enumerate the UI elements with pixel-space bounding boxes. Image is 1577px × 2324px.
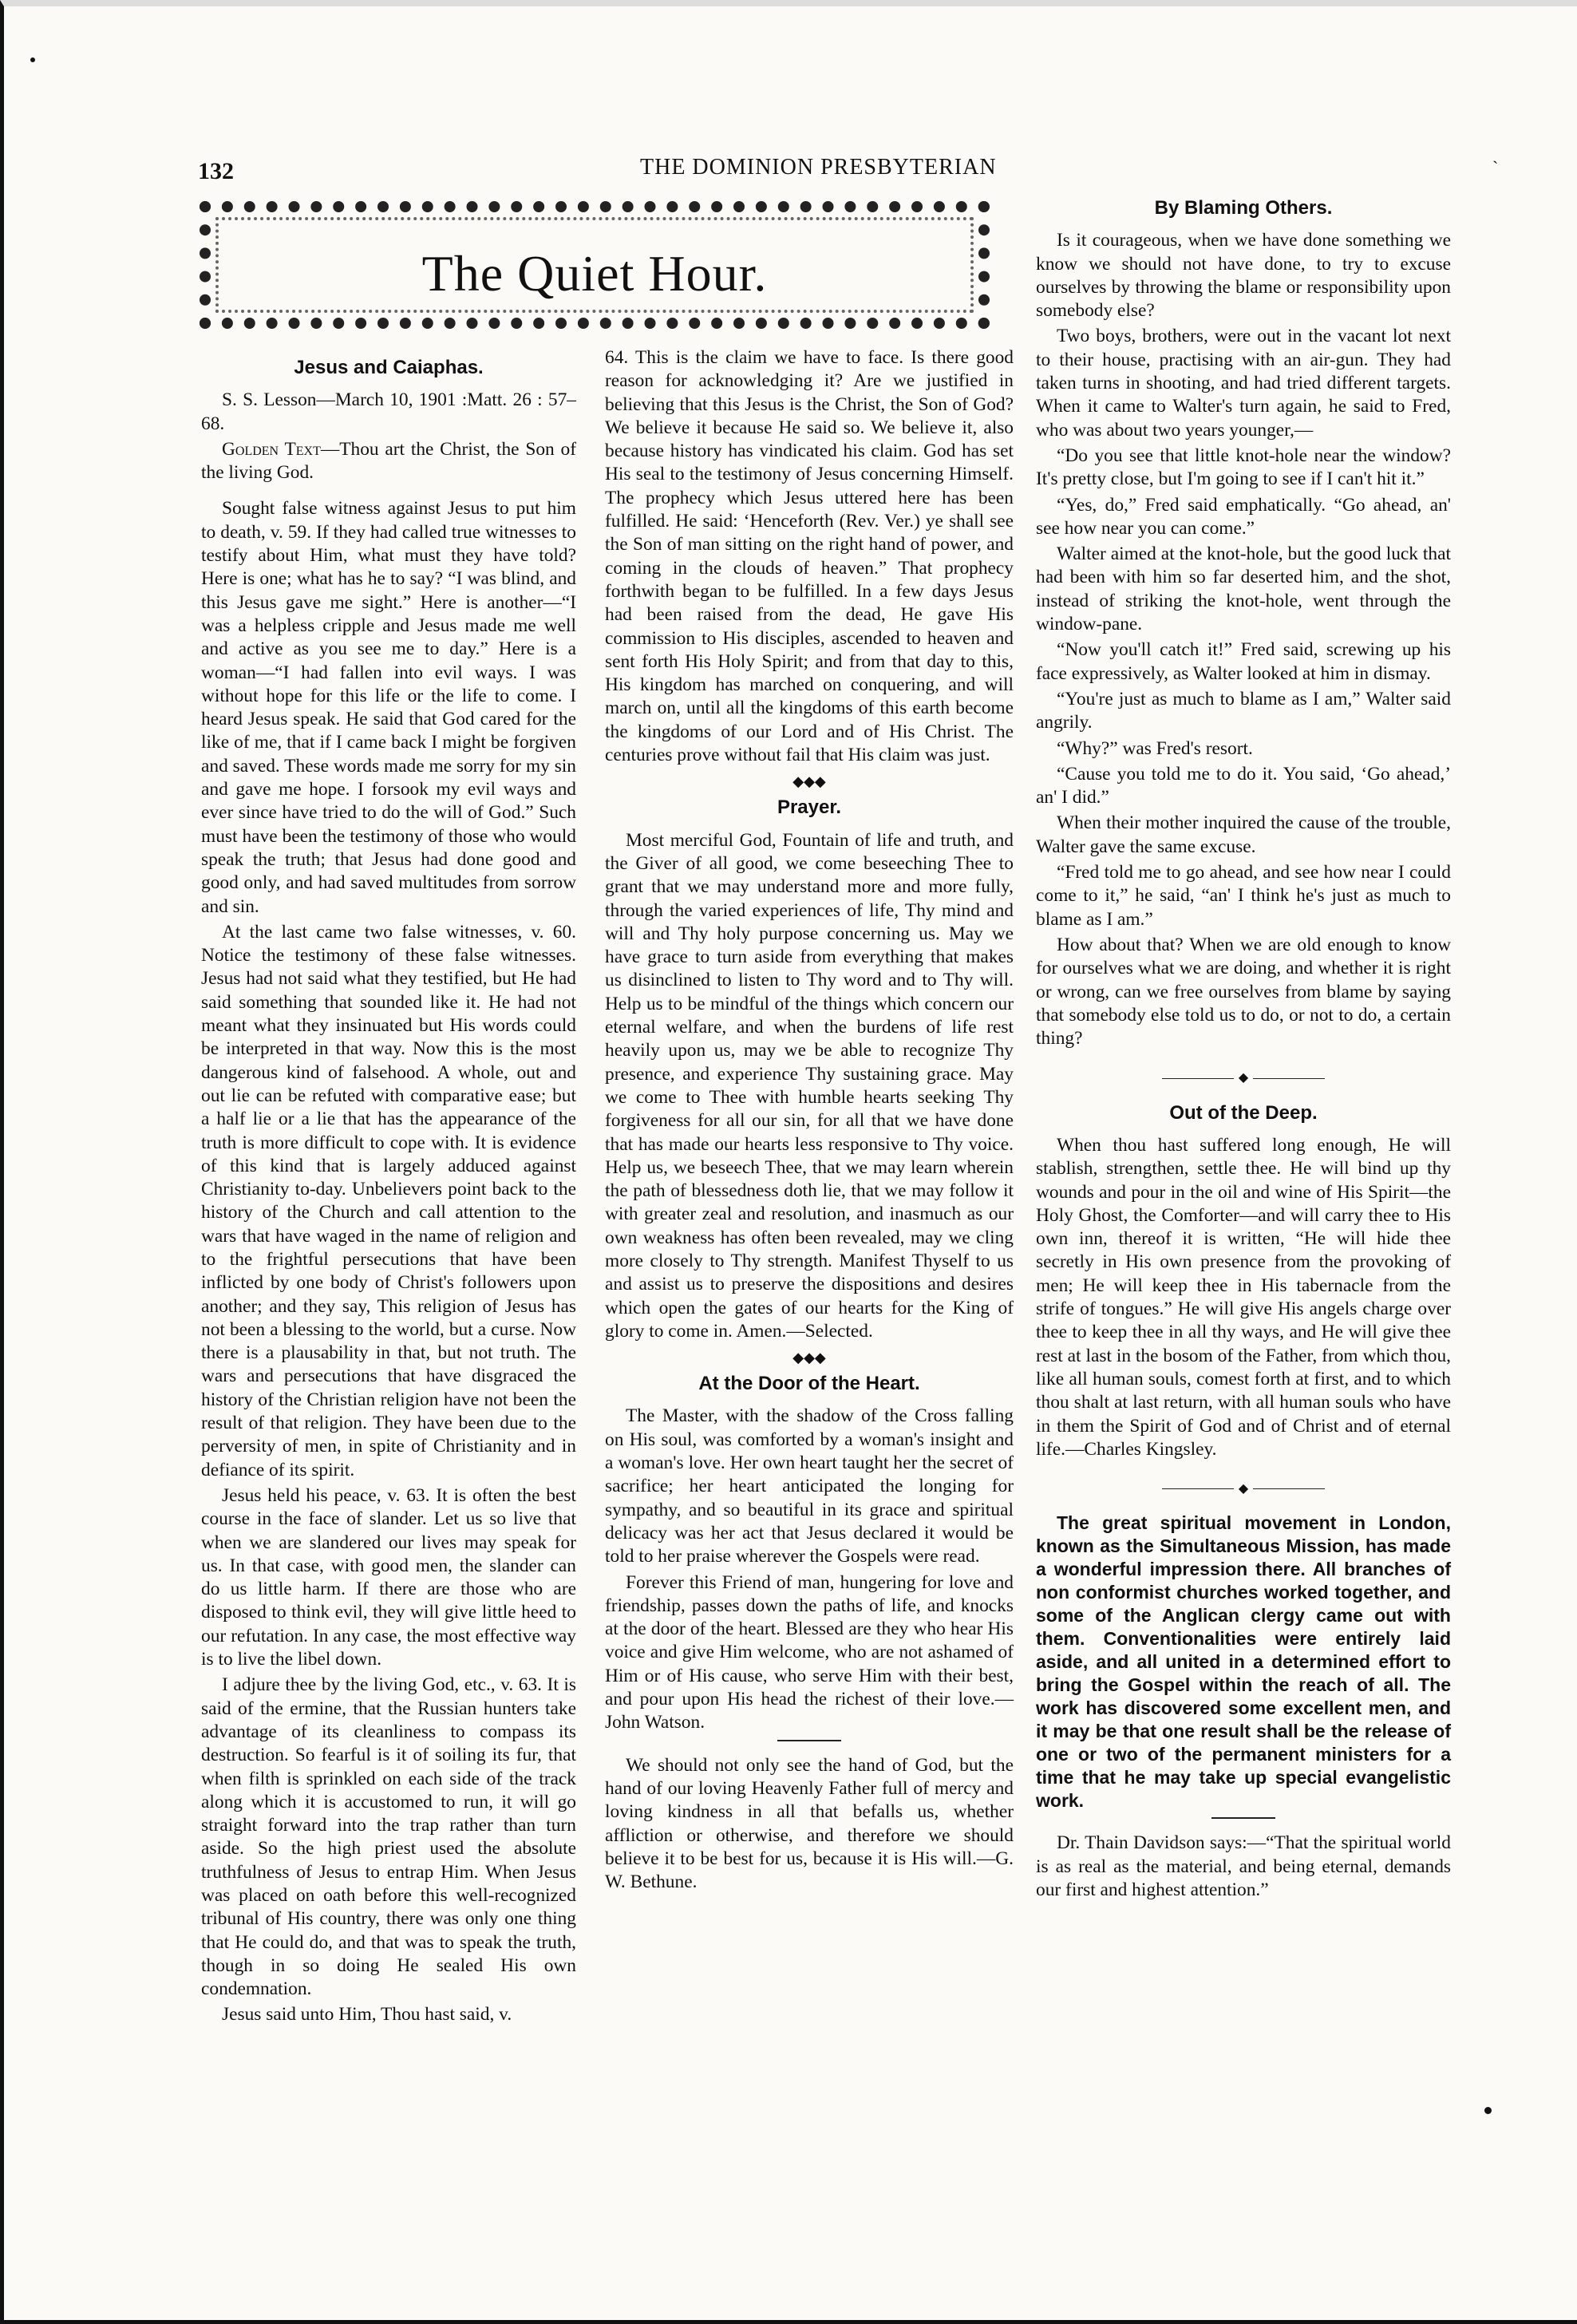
mission-paragraph: The great spiritual movement in London, known as the Simultaneous Mission, has made a wonderful impression there. All branches of non conformist churches worked together, and some of the Anglican clergy came out with them. Conventionalities were entirely laid aside, and all united in a determined effort to bring the Gospel within the reach of all. The work has discovered some excellent men, and it may be that one result shall be the release of one or two of the permanent ministers for a time that he may take up special evangelistic work. — [1036, 1512, 1451, 1812]
article-paragraph: Walter aimed at the knot-hole, but the good luck that had been with him so far deserted him, and the shot, instead of striking the knot-hole, went through the window-pane. — [1036, 543, 1451, 635]
section-ornament: ◆◆◆ — [792, 1350, 826, 1366]
section-title-box — [200, 201, 990, 329]
article-paragraph: “Fred told me to go ahead, and see how near I could come to it,” he said, “an' I think he's just as much to blame as I am.” — [1036, 862, 1451, 930]
divider-ornament-icon: ◆ — [1238, 1071, 1249, 1085]
section-ornament: ◆◆◆ — [792, 773, 826, 790]
article-paragraph: At the last came two false witnesses, v. 60. Notice the testimony of these false witnesses. Jesus had not said what they testified, but He had said something that sounded like it. He had not meant what they insinuated but His words could be interpreted in that way. Now this is the most dangerous kind of falsehood. A whole, out and out lie can be refuted with comparative ease; but a half lie or a lie that has the appearance of the truth is more difficult to cope with. It is evidence of this kind that is largely adduced against Christianity to-day. Unbelievers point back to the history of the Church and call attention to the wars that have waged in the name of religion and to the frightful persecutions that have been inflicted by one body of Christ's followers upon another; and they say, This religion of Jesus has not been a blessing to the world, but a curse. Now there is a plausability in that, but not truth. The wars and persecutions that have disgraced the history of the Christian religion have not been the result of that religion. They have been due to the perversity of men, in spite of Christianity and in defiance of its spirit. — [201, 921, 576, 1480]
article-paragraph: When their mother inquired the cause of the trouble, Walter gave the same excuse. — [1036, 812, 1451, 857]
section-divider — [1036, 1477, 1451, 1500]
article-paragraph: Two boys, brothers, were out in the vacant lot next to their house, practising with an air-gun. They had taken turns in shooting, and had tried different targets. When it came to Walter's turn again, he said to Fred, who was about two years younger,— — [1036, 326, 1451, 441]
margin-mark: ˏ — [1492, 144, 1499, 164]
article-paragraph: How about that? When we are old enough to know for ourselves what we are doing, and whether it is right or wrong, can we free ourselves from blame by saying that somebody else told us to do, or not to do, a certain thing? — [1036, 934, 1451, 1049]
article-paragraph: “Why?” was Fred's resort. — [1057, 737, 1253, 759]
article-paragraph: Sought false witness against Jesus to put him to death, v. 59. If they had called true witnesses to testify about Him, what must they have told? Here is one; what has he to say? “I was blind, and this Jesus gave me sight.” Here is another—“I was a helpless cripple and Jesus made me well and active as you see me to day.” Here is a woman—“I had fallen into evil ways. I was without hope for this life or the life to come. I heard Jesus speak. He said that God cared for the like of me, that if I came back I might be forgiven and saved. These words made me sorry for my sin and gave me hope. I forsook my evil ways and ever since have tried to do the will of God.” Such must have been the testimony of those who would speak the truth; that Jesus had done good and good only, and had saved multitudes from sorrow and sin. — [201, 498, 576, 917]
section-divider — [1036, 1066, 1451, 1089]
page-number: 132 — [198, 158, 234, 184]
article-paragraph: “Now you'll catch it!” Fred said, screwing up his face expressively, as Walter looked at him in dismay. — [1036, 639, 1451, 684]
article-paragraph: Jesus held his peace, v. 63. It is often the best course in the face of slander. Let us so live that when we are slandered our lives may speak for us. In that case, with good men, the slander can do us little harm. If there are those who are disposed to think evil, they will give little heed to our refutation. In any case, the most effective way is to live the libel down. — [201, 1484, 576, 1670]
golden-text-label: Golden Text — [222, 438, 321, 460]
article-paragraph: “Cause you told me to do it. You said, ‘Go ahead,’ an' I did.” — [1036, 763, 1451, 808]
deep-heading: Out of the Deep. — [1169, 1101, 1318, 1124]
column-3 — [1036, 192, 1451, 1904]
article-paragraph: “You're just as much to blame as I am,” Walter said angrily. — [1036, 688, 1451, 733]
ink-speck — [30, 57, 35, 62]
article-paragraph: I adjure thee by the living God, etc., v. 63. It is said of the ermine, that the Russian hunters take advantage of its cleanliness to compass its destruction. So fearful is it of soiling its fur, that when filth is sprinkled on each side of the track along which it is accustomed to run, it will go straight forward into the trap rather than turn aside. So the high priest used the absolute truthfulness of Jesus to entrap Him. When Jesus was placed on oath before this well-recognized tribunal of His country, there was only one thing that He could do, and that was to speak the truth, though in so doing He sealed His own condemnation. — [201, 1674, 576, 2000]
article-paragraph: The Master, with the shadow of the Cross falling on His soul, was comforted by a woman's insight and a woman's love. Her own heart taught her the secret of sacrifice; her heart anticipated the longing for sympathy, and so beautiful in its grace and spiritual delicacy was her act that Jesus declared it would be told to her praise wherever the Gospels were read. — [605, 1405, 1014, 1567]
ink-speck — [1484, 2107, 1492, 2114]
article-paragraph: Forever this Friend of man, hungering for love and friendship, passes down the paths of life, and knocks at the door of the heart. Blessed are they who hear His voice and give Him welcome, who are not ashamed of Him or of His cause, who serve Him with their best, and pour upon His head the richest of their love.—John Watson. — [605, 1571, 1014, 1733]
lesson-heading: Jesus and Caiaphas. — [294, 357, 484, 378]
blaming-heading: By Blaming Others. — [1154, 197, 1333, 219]
golden-text — [201, 438, 576, 485]
article-paragraph: “Do you see that little knot-hole near the window? It's pretty close, but I'm going to see if I can't hit it.” — [1036, 445, 1451, 490]
article-paragraph: “Yes, do,” Fred said emphatically. “Go ahead, an' see how near you can come.” — [1036, 494, 1451, 539]
prayer-text: Most merciful God, Fountain of life and truth, and the Giver of all good, we come beseeching Thee to grant that we may understand more and more fully, through the varied experiences of life, Thy mind and will and Thy holy purpose concerning us. May we have grace to turn aside from everything that makes us disinclined to listen to Thy word and to Thy will. Help us to be mindful of the things which concern our eternal welfare, and when the burdens of life rest heavily upon us, may we be able to recognize Thy presence, and experience Thy sustaining grace. May we come to Thee with humble hearts seeking Thy forgiveness for all our sin, for all that we have done that has made our hearts less responsive to Thy voice. Help us, we beseech Thee, that we may learn wherein the path of blessedness doth lie, that we may follow it with greater zeal and resolution, and inasmuch as our own weakness has often been revealed, may we cling more closely to Thy strength. Manifest Thyself to us and assist us to preserve the dispositions and desires which open the gates of our hearts for the King of glory to come in. Amen.—Selected. — [605, 829, 1014, 1342]
running-head: THE DOMINION PRESBYTERIAN — [640, 155, 997, 180]
divider-ornament-icon: ◆ — [1238, 1482, 1249, 1496]
divider — [1211, 1817, 1275, 1819]
divider — [777, 1740, 841, 1741]
article-paragraph: Jesus said unto Him, Thou hast said, v. — [222, 2004, 512, 2026]
lesson-reference: S. S. Lesson—March 10, 1901 :Matt. 26 : 57–68. — [201, 389, 576, 434]
golden-text-body: —Thou art the Christ, the Son of the living God. — [201, 438, 576, 484]
davidson-paragraph: Dr. Thain Davidson says:—“That the spiritual world is as real as the material, and being eternal, demands our first and highest attention.” — [1036, 1832, 1451, 1901]
column-1 — [201, 351, 576, 2030]
section-title: The Quiet Hour. — [421, 245, 768, 302]
article-paragraph: Is it courageous, when we have done something we know we should not have done, to try to excuse ourselves by throwing the blame or responsibility upon somebody else? — [1036, 230, 1451, 322]
column-2 — [605, 346, 1014, 1896]
prayer-heading: Prayer. — [777, 796, 842, 819]
hand-of-god-paragraph: We should not only see the hand of God, but the hand of our loving Heavenly Father full of mercy and loving kindness in all that befalls us, whether affliction or otherwise, and therefore we should believe it to be best for us, because it is His will.—G. W. Bethune. — [605, 1754, 1014, 1893]
article-paragraph-continued: 64. This is the claim we have to face. Is there good reason for acknowledging it? Are we justified in believing that this Jesus is the Christ, the Son of God? We believe it because He said so. We believe it, also because history has vindicated his claim. God has set His seal to the testimony of Jesus concerning Himself. The prophecy which Jesus uttered here has been fulfilled. He said: ‘Henceforth (Rev. Ver.) ye shall see the Son of man sitting on the right hand of power, and coming in the clouds of heaven.” That prophecy forthwith began to be fulfilled. In a few days Jesus had been raised from the dead, He gave His commission to His disciples, ascended to heaven and sent forth His Holy Spirit; and from that day to this, His kingdom has marched on conquering, and will march on, until all the kingdoms of this earth become the kingdoms of our Lord and of His Christ. The centuries prove without fail that His claim was just. — [605, 347, 1014, 766]
door-heading: At the Door of the Heart. — [698, 1373, 920, 1395]
deep-paragraph: When thou hast suffered long enough, He will stablish, strengthen, settle thee. He will bind up thy wounds and pour in the oil and wine of His Spirit—the Holy Ghost, the Comforter—and will carry thee to His own inn, thereof it is written, “He will hide thee secretly in His own presence from the provoking of men; He will keep thee in His tabernacle from the strife of tongues.” He will give His angels charge over thee to keep thee in all thy ways, and He will give thee rest at last in the bosom of the Father, from which thou, like all human souls, comest forth at first, and to which thou shalt at last return, with all human souls who have in them the Spirit of God and of Christ and of eternal life.—Charles Kingsley. — [1036, 1134, 1451, 1460]
